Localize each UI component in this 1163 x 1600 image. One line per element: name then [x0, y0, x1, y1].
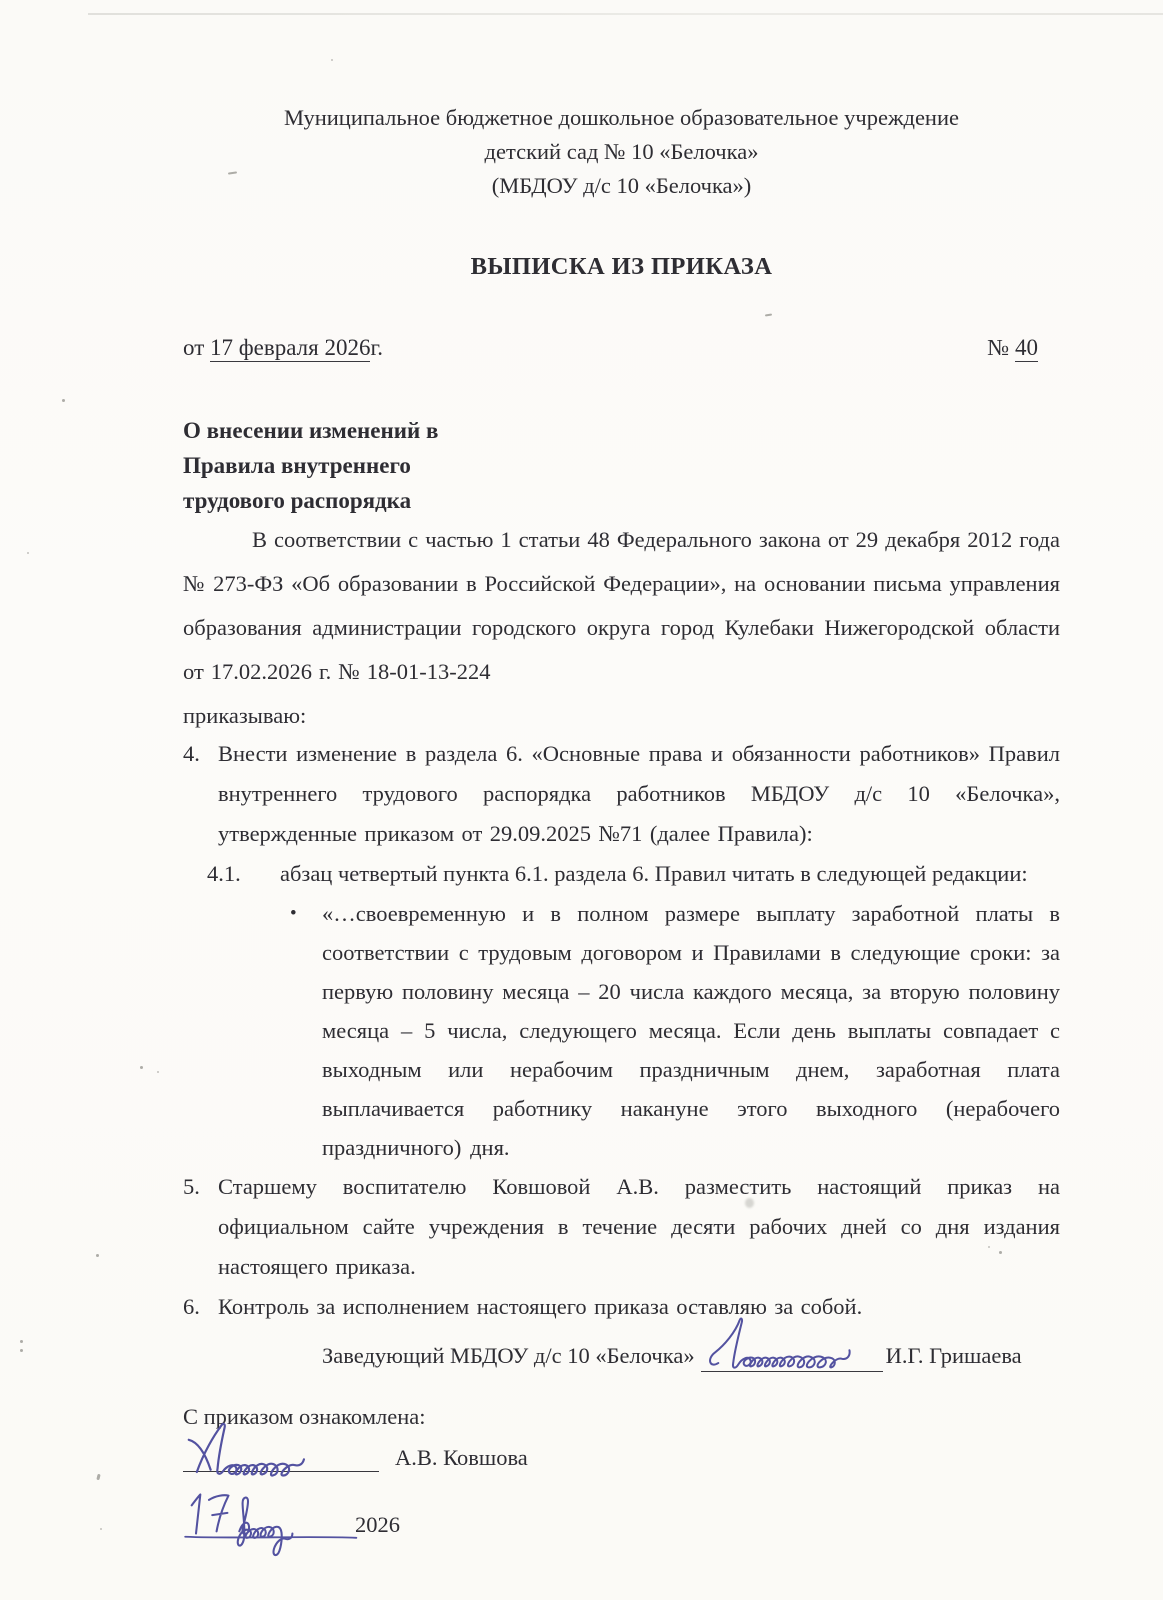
org-name-line3: (МБДОУ д/с 10 «Белочка»): [491, 173, 752, 198]
scan-artifact: [157, 1071, 159, 1073]
subitem-number: 4.1.: [207, 861, 241, 886]
order-subitem-4-1: [207, 854, 1060, 894]
preamble-paragraph: В соответствии с частью 1 статьи 48 Федерального закона от 29 декабря 2012 года № 273-ФЗ «Об образовании в Российской Федерации», на основании письма управления образования администрации городского округа город Кулебаки Нижегородской области от 17.02.2026 г. № 18-01-13-224: [183, 527, 1060, 684]
scan-artifact: [20, 1340, 23, 1343]
subject-line1: О внесении изменений в: [183, 418, 439, 443]
item-text: Старшему воспитателю Ковшовой А.В. разместить настоящий приказ на официальном сайте учреждения в течение десяти рабочих дней со дня издания настоящего приказа.: [218, 1174, 1060, 1279]
decree-word: приказываю:: [183, 703, 307, 728]
acknowledgement-date-ink: [183, 1488, 365, 1540]
order-item-5: [183, 1167, 1060, 1287]
acknowledgement-signature-row: [183, 1438, 1060, 1478]
scan-artifact: [140, 1066, 143, 1069]
bullet-text: «…своевременную и в полном размере выплату заработной платы в соответствии с трудовым договором и Правилами в следующие сроки: за первую половину месяца – 20 числа каждого месяца, за вторую половину месяца – 5 числа, следующего месяца. Если день выплаты совпадает с выходным или нерабочим праздничным днем, заработная плата выплачивается работнику накануне этого выходного (нерабочего праздничного) дня.: [322, 901, 1060, 1160]
date-value: 17 февраля 2026: [210, 335, 371, 360]
item-number: 4.: [183, 741, 200, 766]
subject-line3: трудового распорядка: [183, 488, 412, 513]
bullet-icon: •: [290, 903, 297, 924]
item-number: 5.: [183, 1174, 200, 1199]
item-text: Внести изменение в раздела 6. «Основные права и обязанности работников» Правил внутреннего трудового распорядка работников МБДОУ д/с 10 «Белочка», утвержденные приказом от 29.09.2025 №71 (далее Правила):: [218, 741, 1060, 846]
document-title: ВЫПИСКА ИЗ ПРИКАЗА: [470, 253, 773, 280]
acknowledgement-signature-line: [183, 1461, 379, 1472]
scan-artifact: [988, 1246, 990, 1248]
scan-artifact: [27, 552, 29, 554]
subject-line2: Правила внутреннего: [183, 453, 411, 478]
head-signature-ink: [701, 1314, 887, 1378]
head-signature-line: [701, 1361, 883, 1372]
acknowledgement-label: С приказом ознакомлена:: [183, 1404, 426, 1429]
document-number: [987, 333, 1038, 363]
order-item-6: [183, 1287, 1060, 1327]
acknowledgement-signature-ink: [183, 1420, 373, 1478]
scan-artifact: [765, 314, 772, 317]
item-text: Контроль за исполнением настоящего приказа оставляю за собой.: [218, 1294, 863, 1319]
scan-edge-artifact: [88, 13, 1163, 15]
head-position-label: Заведующий МБДОУ д/с 10 «Белочка»: [322, 1343, 695, 1368]
scan-artifact: [999, 1251, 1002, 1254]
date-suffix: г.: [370, 335, 384, 360]
scan-artifact: [331, 59, 333, 61]
number-value: 40: [1015, 335, 1038, 360]
order-items: [183, 734, 1060, 1327]
scan-artifact: [62, 399, 65, 402]
date-number-row: [183, 333, 1060, 363]
scan-artifact: [20, 1349, 23, 1352]
org-name-line1: Муниципальное бюджетное дошкольное образовательное учреждение: [284, 105, 959, 130]
number-prefix: №: [987, 335, 1015, 360]
head-signature-row: [322, 1333, 1060, 1378]
head-name: И.Г. Гришаева: [885, 1343, 1022, 1368]
acknowledgement-name: А.В. Ковшова: [395, 1445, 528, 1470]
item-number: 6.: [183, 1294, 200, 1319]
subject-block: [183, 413, 1060, 518]
acknowledgement-year: 2026: [355, 1512, 400, 1537]
subitem-text: абзац четвертый пункта 6.1. раздела 6. Правил читать в следующей редакции:: [280, 861, 1028, 886]
order-item-4: [183, 734, 1060, 854]
scan-artifact: [96, 1254, 99, 1257]
organization-header: [183, 0, 1060, 203]
bullet-quotation: [290, 894, 1060, 1167]
date-prefix: от: [183, 335, 210, 360]
scan-artifact: [100, 1528, 102, 1530]
scan-artifact: [96, 1474, 100, 1481]
scan-artifact: [745, 1198, 754, 1208]
acknowledgement-date-row: [183, 1488, 1060, 1540]
org-name-line2: детский сад № 10 «Белочка»: [484, 139, 759, 164]
document-date: [183, 333, 383, 363]
